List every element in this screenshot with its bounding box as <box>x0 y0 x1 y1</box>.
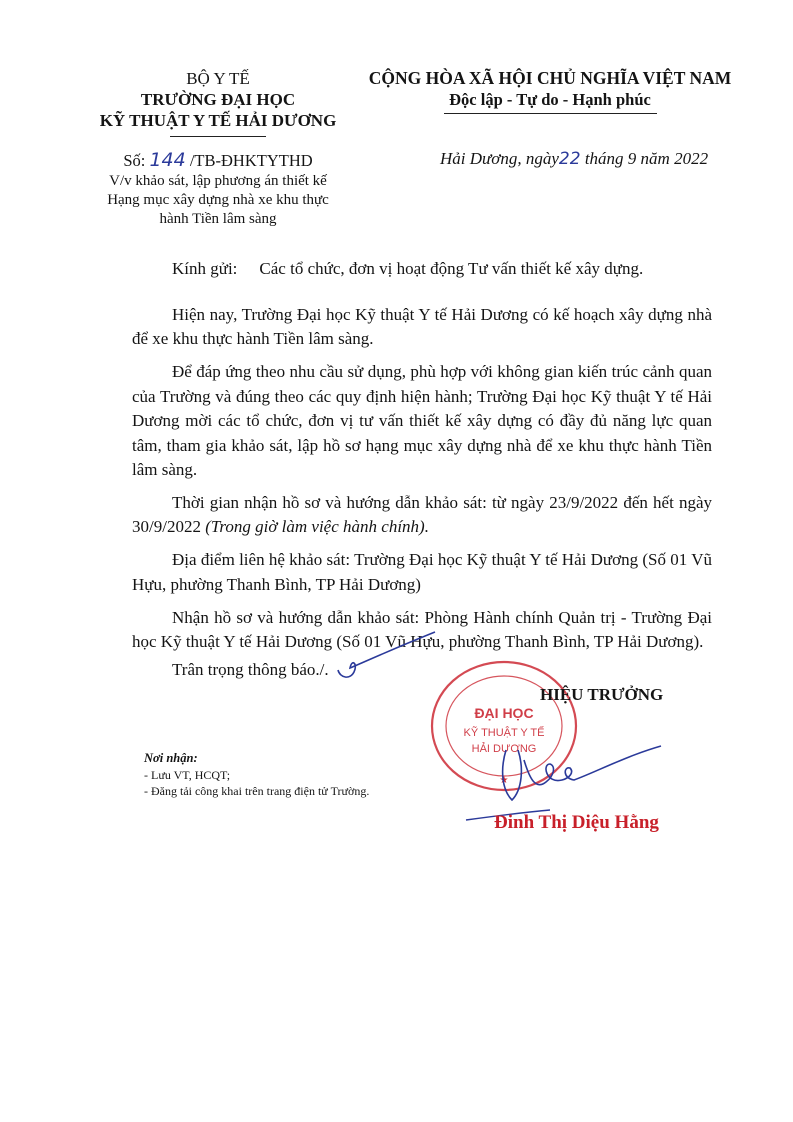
university-name-line2: KỸ THUẬT Y TẾ HẢI DƯƠNG <box>99 111 337 130</box>
closing-line: Trân trọng thông báo./. <box>172 660 329 679</box>
seal-text-line2: KỸ THUẬT Y TẾ <box>463 727 545 739</box>
document-number <box>88 150 348 171</box>
place-and-date <box>440 148 740 170</box>
university-name-line1: TRƯỜNG ĐẠI HỌC <box>140 90 296 109</box>
seal-text-line1: ĐẠI HỌC <box>474 705 534 721</box>
signatory-title: HIỆU TRƯỞNG <box>540 685 664 704</box>
recipient-item: - Lưu VT, HCQT; <box>144 767 231 782</box>
subject-line: Hạng mục xây dựng nhà xe khu thực <box>107 192 329 208</box>
recipient-value: Các tổ chức, đơn vị hoạt động Tư vấn thiết kế xây dựng. <box>259 259 644 278</box>
ministry-name: BỘ Y TẾ <box>186 69 250 88</box>
recipient-label: Kính gửi: <box>172 259 238 278</box>
body-paragraph: Địa điểm liên hệ khảo sát: Trường Đại học Kỹ thuật Y tế Hải Dương (Số 01 Vũ Hựu, phường Thanh Bình, TP Hải Dương) <box>132 550 712 594</box>
doc-number-handwritten: 144 <box>149 149 186 171</box>
nation-title: CỘNG HÒA XÃ HỘI CHỦ NGHĨA VIỆT NAM <box>368 68 732 88</box>
recipient-item: - Đăng tải công khai trên trang điện tử Trường. <box>144 784 370 799</box>
national-header-block <box>355 68 745 114</box>
schedule-text: Thời gian nhận hồ sơ và hướng dẫn khảo sát: từ ngày 23/9/2022 đến hết ngày 30/9/2022 <box>132 493 712 537</box>
schedule-note: (Trong giờ làm việc hành chính). <box>205 517 429 537</box>
day-handwritten: 22 <box>558 149 581 169</box>
doc-number-suffix: /TB-ĐHKTYTHD <box>189 151 313 170</box>
subject-line: V/v khảo sát, lập phương án thiết kế <box>109 173 327 189</box>
doc-number-prefix: Số: <box>123 151 146 170</box>
header-left-divider <box>170 136 266 137</box>
signer-name: Đinh Thị Diệu Hằng <box>494 812 659 833</box>
header-right-divider <box>444 113 657 114</box>
body-paragraph: Để đáp ứng theo nhu cầu sử dụng, phù hợp với không gian kiến trúc cảnh quan của Trường và đúng theo các quy định hiện hành; Trường Đại học Kỹ thuật Y tế Hải Dương mời các tổ chức, đơn vị tư vấn thiết kế xây dựng có đầy đủ năng lực quan tâm, tham gia khảo sát, lập hồ sơ hạng mục xây dựng nhà để xe khu thực hành Tiền lâm sàng. <box>132 362 712 480</box>
recipients-title: Nơi nhận: <box>144 751 198 765</box>
place-date-suffix: tháng 9 năm 2022 <box>584 149 709 168</box>
place-date-prefix: Hải Dương, ngày <box>440 149 559 168</box>
national-motto: Độc lập - Tự do - Hạnh phúc <box>449 90 651 109</box>
body-paragraph: Nhận hồ sơ và hướng dẫn khảo sát: Phòng Hành chính Quản trị - Trường Đại học Kỹ thuật Y tế Hải Dương (Số 01 Vũ Hựu, phường Thanh Bình, TP Hải Dương). <box>132 607 712 652</box>
issuing-agency-block <box>88 68 348 137</box>
document-body <box>132 303 712 663</box>
seal-star-icon: ★ <box>499 775 509 786</box>
recipients-list <box>144 750 444 800</box>
recipient-line <box>172 258 732 280</box>
seal-text-line3: HẢI DƯƠNG <box>471 743 537 755</box>
document-subject <box>88 172 348 229</box>
subject-line: hành Tiền lâm sàng <box>159 211 277 227</box>
body-paragraph <box>132 491 712 540</box>
body-paragraph: Hiện nay, Trường Đại học Kỹ thuật Y tế Hải Dương có kế hoạch xây dựng nhà để xe khu thực hành Tiền lâm sàng. <box>132 305 712 349</box>
